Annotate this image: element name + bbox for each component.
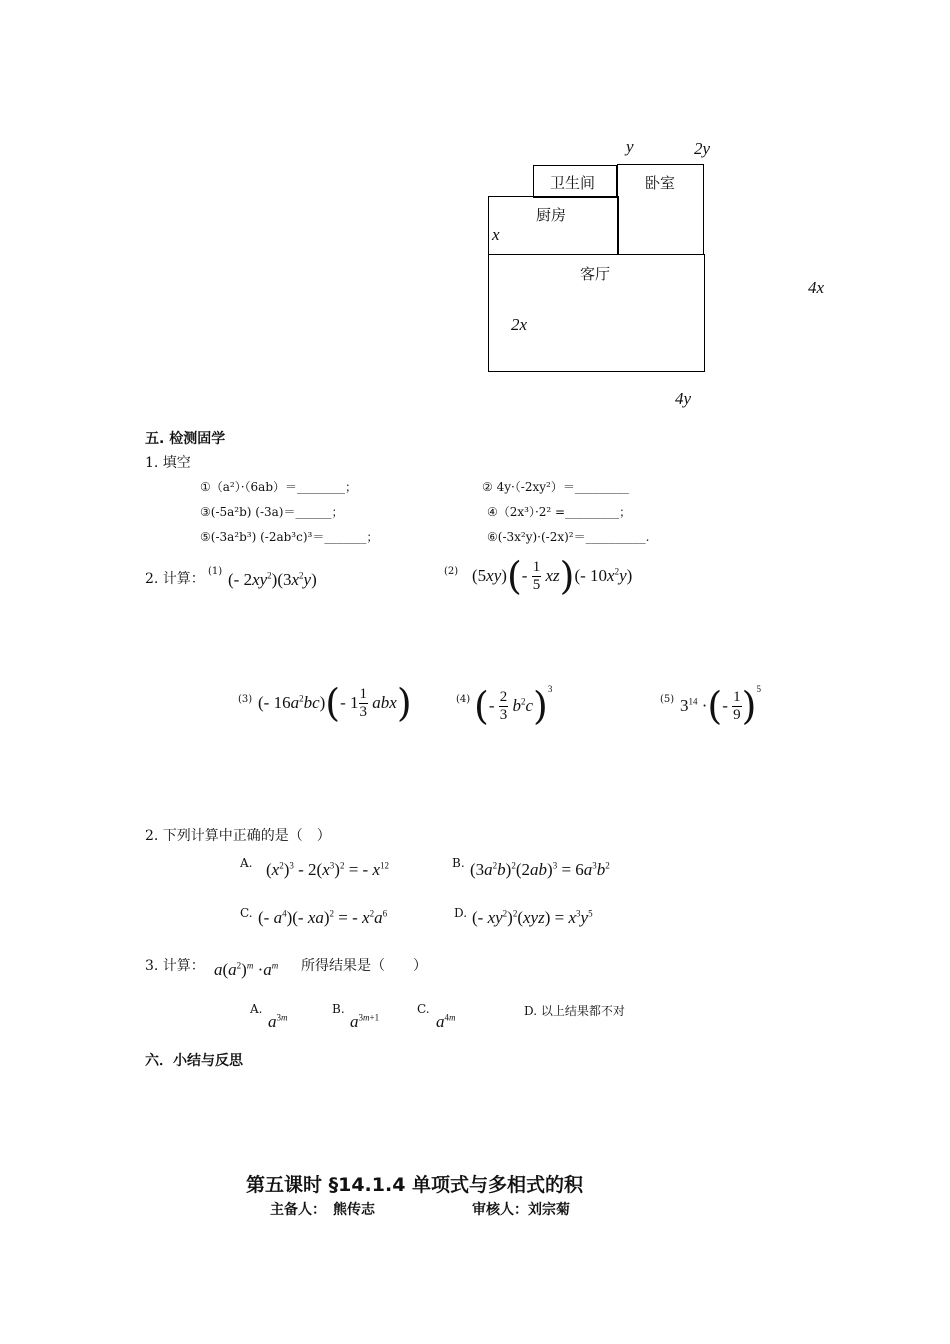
label-4y: 4y	[675, 389, 692, 408]
calc-num-3: (3)	[238, 694, 253, 705]
calc-num-2: (2)	[444, 566, 459, 577]
q3-suffix: 所得结果是（ ）	[301, 958, 427, 974]
opt-a-expr: $(x^2)^3 - 2(x^3)^2$ = - $x^{12}$	[266, 860, 389, 879]
calc-expr-1: (- $2xy^2)(3x^2y)$	[228, 570, 317, 589]
calc-num-1: (1)	[208, 566, 223, 577]
q3-opt-b-expr: $a^{3m+1}$	[350, 1012, 380, 1031]
calc-expr-4: (- $\frac{2}{3}$ $b^2c)^3$	[474, 684, 553, 729]
q3-expr: $a(a^2)^m \cdot a^m$	[214, 960, 279, 979]
label-4x: 4x	[808, 278, 825, 297]
fill-1: ①（a²）·（6ab）＝________；	[200, 480, 358, 494]
calc-num-5: (5)	[660, 694, 675, 705]
room-kitchen: 厨房 x	[488, 196, 619, 255]
opt-d-expr: (- $xy^2)^2(xyz) = x^3y^5$	[472, 908, 593, 927]
q3-opt-d: D. 以上结果都不对	[524, 1004, 625, 1018]
calc-expr-2: (5xy)(- $\frac{1}{5}$ xz)(- $10x^2y$)	[472, 554, 633, 598]
opt-c-expr: (- $a^4)(-$ xa)$^2$ = - $x^2a^6$	[258, 908, 388, 927]
q2b-title: 2. 下列计算中正确的是（ ）	[145, 828, 331, 844]
label-x: x	[492, 225, 500, 244]
q2-title: 2. 计算：	[145, 571, 205, 587]
calc-expr-5: $3^{14}$ ·(- $\frac{1}{9}$ )$^5$	[680, 684, 761, 729]
lesson5-preparer: 主备人： 熊传志	[270, 1202, 375, 1218]
label-y: y	[626, 137, 634, 156]
label-2x: 2x	[511, 315, 528, 334]
calc-num-4: (4)	[456, 694, 471, 705]
q3-opt-a-expr: $a^{3m}$	[268, 1012, 288, 1031]
section5-title: 五. 检测固学	[145, 431, 226, 447]
fill-3: ③(-5a²b) (-3a)＝______；	[200, 505, 344, 519]
q3-title: 3. 计算：	[145, 958, 205, 974]
q3-opt-c-expr: $a^{4m}$	[436, 1012, 456, 1031]
q3-opt-b-label: B.	[332, 1002, 345, 1016]
opt-a-label: A.	[240, 856, 253, 870]
opt-c-label: C.	[240, 906, 253, 920]
fill-5: ⑤(-3a²b³) (-2ab³c)³＝_______；	[200, 530, 379, 544]
q1-title: 1. 填空	[145, 455, 191, 471]
lesson5-title: 第五课时 §14.1.4 单项式与多相式的积	[246, 1174, 584, 1196]
room-living: 客厅 2x	[488, 254, 705, 372]
lesson5-reviewer: 审核人：刘宗菊	[472, 1202, 570, 1218]
opt-d-label: D.	[454, 906, 468, 920]
fill-2: ② 4y·（-2xy²）＝_________	[482, 480, 629, 494]
q3-opt-a-label: A.	[250, 1002, 263, 1016]
opt-b-expr: $(3a^2b)^2(2ab)^3 = 6a^3b^2$	[470, 860, 610, 879]
fill-6: ⑥(-3x²y)·(-2x)²＝__________.	[487, 530, 650, 544]
room-bedroom: 卧室	[617, 164, 704, 255]
fill-4: ④（2x³）·2² =_________；	[487, 505, 632, 519]
opt-b-label: B.	[452, 856, 465, 870]
q3-opt-c-label: C.	[417, 1002, 430, 1016]
calc-expr-3: (- $16a^2bc)(-$ 1 $\frac{1}{3}$ abx)	[258, 681, 412, 725]
section6-title: 六．小结与反思	[145, 1053, 243, 1069]
label-2y: 2y	[694, 139, 711, 158]
room-bathroom: 卫生间	[533, 165, 617, 198]
